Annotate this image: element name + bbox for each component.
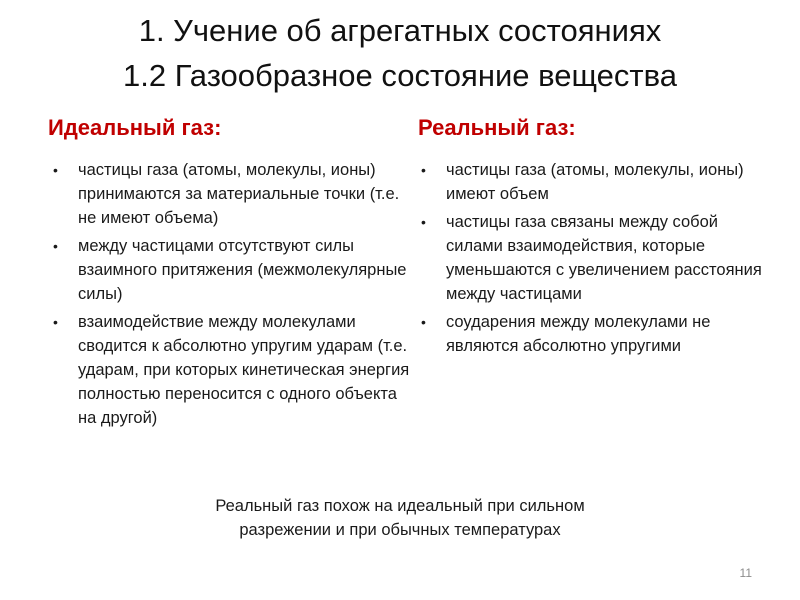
bullet-icon: • (53, 162, 58, 178)
ideal-gas-point-text: взаимодействие между молекулами сводится к абсолютно упругим ударам (т.е. ударам, при которых кинетическая энергия полностью переносится с одного объекта на другой) (78, 313, 410, 427)
conclusion-text (0, 494, 800, 542)
real-gas-point (412, 210, 772, 306)
ideal-gas-point-text: между частицами отсутствуют силы взаимного притяжения (межмолекулярные силы) (78, 237, 407, 303)
ideal-gas-point (44, 310, 414, 430)
real-gas-point-text: соударения между молекулами не являются абсолютно упругими (446, 313, 711, 355)
real-gas-list (412, 158, 772, 358)
bullet-icon: • (421, 214, 426, 230)
conclusion-line-2: разрежении и при обычных температурах (239, 521, 561, 539)
ideal-gas-point-text: частицы газа (атомы, молекулы, ионы) принимаются за материальные точки (т.е. не имеют объема) (78, 161, 400, 227)
ideal-gas-point (44, 234, 414, 306)
page-number: 11 (739, 566, 752, 580)
ideal-gas-heading: Идеальный газ: (48, 115, 222, 140)
ideal-gas-list (44, 158, 414, 430)
bullet-icon: • (421, 314, 426, 330)
slide-title-line-1: 1. Учение об агрегатных состояниях (138, 13, 662, 48)
real-gas-point-text: частицы газа (атомы, молекулы, ионы) имеют объем (446, 161, 744, 203)
real-gas-point (412, 310, 772, 358)
bullet-icon: • (53, 314, 58, 330)
conclusion-line-1: Реальный газ похож на идеальный при сильном (215, 497, 585, 515)
real-gas-point-text: частицы газа связаны между собой силами взаимодействия, которые уменьшаются с увеличением расстояния между частицами (446, 213, 762, 303)
bullet-icon: • (53, 238, 58, 254)
bullet-icon: • (421, 162, 426, 178)
real-gas-point (412, 158, 772, 206)
real-gas-heading: Реальный газ: (418, 115, 576, 140)
ideal-gas-column (44, 114, 414, 434)
ideal-gas-point (44, 158, 414, 230)
slide-title-line-2: 1.2 Газообразное состояние вещества (123, 58, 677, 93)
real-gas-column (412, 114, 772, 362)
